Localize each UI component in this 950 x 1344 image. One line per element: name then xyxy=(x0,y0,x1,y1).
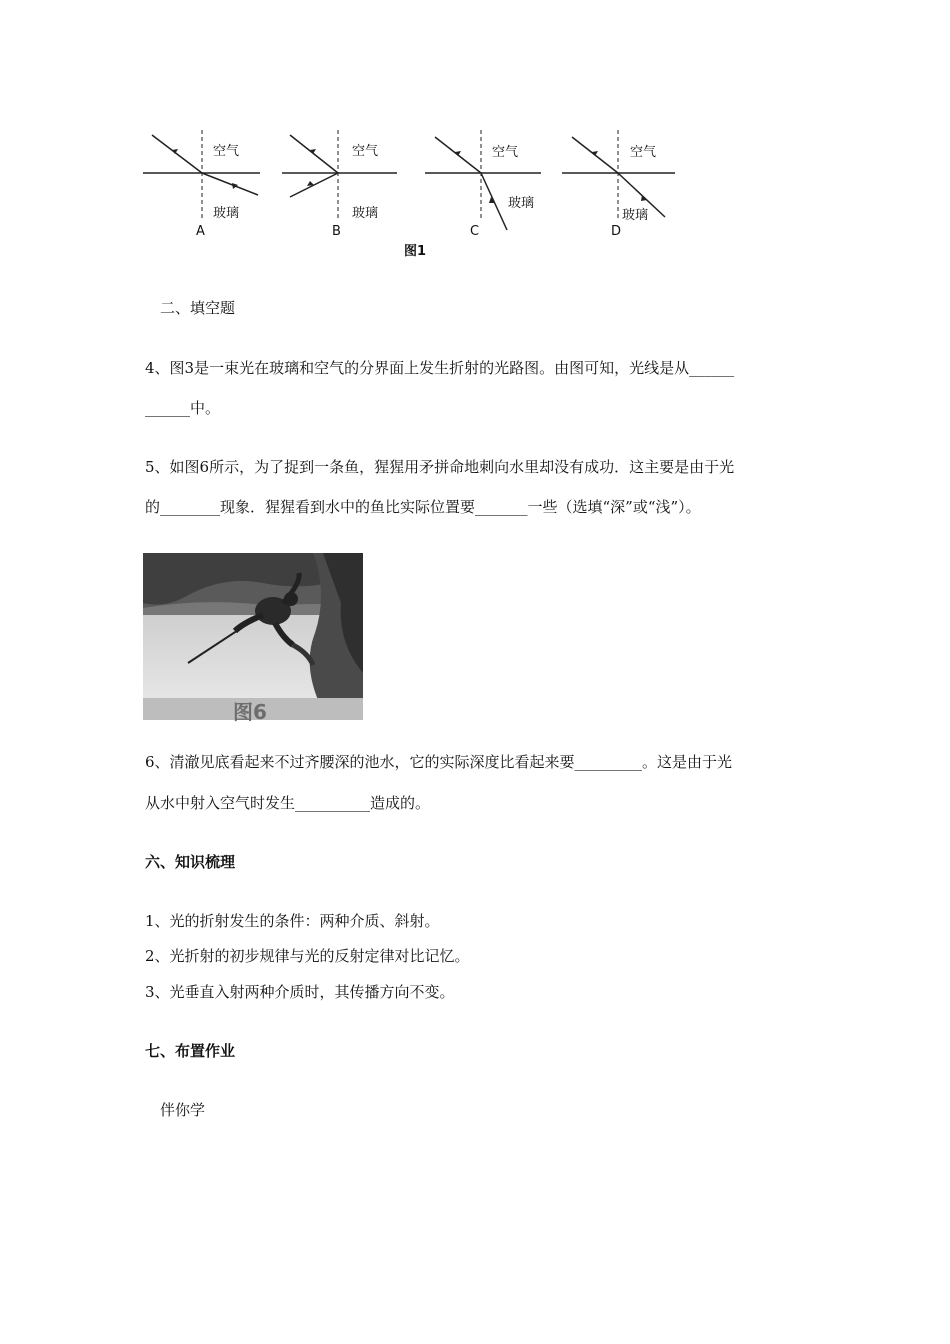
q6-line2: 从水中射入空气时发生__________造成的。 xyxy=(145,794,431,812)
letter-d: D xyxy=(611,224,622,239)
letter-c: C xyxy=(470,224,480,239)
air-label-b: 空气 xyxy=(352,144,379,159)
homework-text: 伴你学 xyxy=(160,1101,206,1119)
figure-1-caption: 图1 xyxy=(404,244,427,259)
glass-label-a: 玻璃 xyxy=(213,206,240,221)
diagram-b xyxy=(282,130,397,220)
summary-item-3: 3、光垂直入射两种介质时，其传播方向不变。 xyxy=(145,983,455,1001)
diagram-c xyxy=(425,130,541,230)
glass-label-d: 玻璃 xyxy=(622,208,649,223)
air-label-d: 空气 xyxy=(630,145,657,160)
diagram-d xyxy=(562,130,675,220)
diagram-a xyxy=(143,130,260,220)
section-6-title: 六、知识梳理 xyxy=(145,853,236,871)
q5-line2: 的________现象．猩猩看到水中的鱼比实际位置要_______一些（选填“深”或“浅”）。 xyxy=(145,498,701,516)
figure-6-caption: 图6 xyxy=(233,700,267,724)
glass-label-c: 玻璃 xyxy=(508,196,535,211)
q4-line1: 4、图3是一束光在玻璃和空气的分界面上发生折射的光路图。由图可知，光线是从______ xyxy=(145,359,735,377)
section-2-title: 二、填空题 xyxy=(160,299,236,317)
summary-item-2: 2、光折射的初步规律与光的反射定律对比记忆。 xyxy=(145,947,470,965)
glass-label-b: 玻璃 xyxy=(352,206,379,221)
letter-b: B xyxy=(332,224,341,239)
section-7-title: 七、布置作业 xyxy=(145,1042,236,1060)
letter-a: A xyxy=(196,224,205,239)
air-label-a: 空气 xyxy=(213,144,240,159)
air-label-c: 空气 xyxy=(492,145,519,160)
summary-item-1: 1、光的折射发生的条件：两种介质、斜射。 xyxy=(145,912,440,930)
q4-line2: ______中。 xyxy=(145,399,221,417)
ape-fishing-image xyxy=(143,553,363,720)
q5-line1: 5、如图6所示，为了捉到一条鱼，猩猩用矛拼命地刺向水里却没有成功．这主要是由于光 xyxy=(145,458,735,476)
figure-6-photo xyxy=(143,553,363,724)
q6-line1: 6、清澈见底看起来不过齐腰深的池水，它的实际深度比看起来要_________。这是由于光 xyxy=(145,753,733,771)
